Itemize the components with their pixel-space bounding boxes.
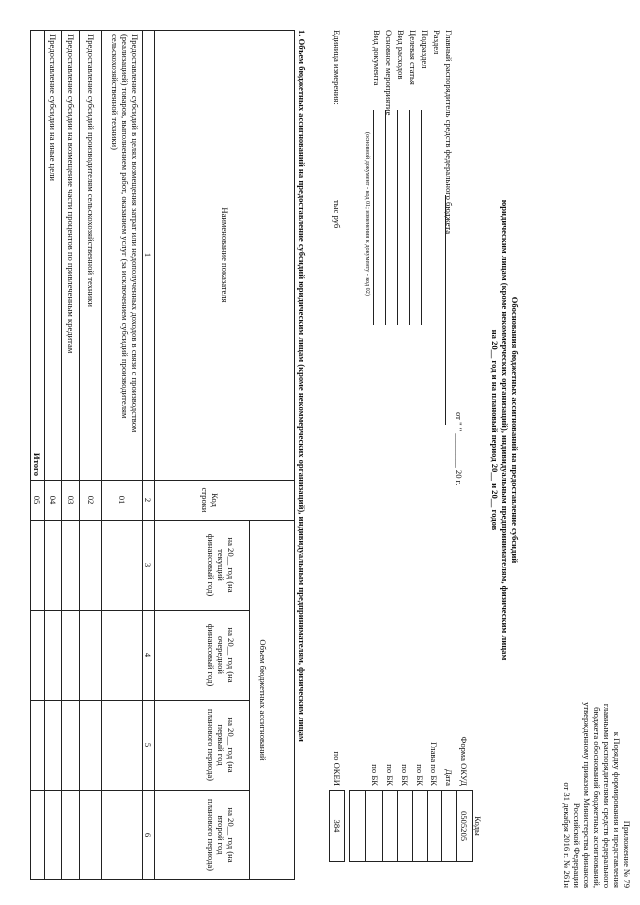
document-date: от " " ________ 20 г. [454, 412, 464, 486]
field-label-expense-type: Вид расходов [396, 30, 406, 80]
appendix-line: от 31 декабря 2016 г. № 261н [562, 782, 572, 888]
codes-label: Форма ОКУД [459, 736, 469, 786]
total-code: 05 [32, 495, 42, 505]
appendix-block [562, 600, 632, 888]
okud-code: 0505205 [459, 810, 469, 842]
codes-label: Глава по БК [429, 741, 439, 786]
col-header-period-1: на 20__ год (на текущий финансовый год) [206, 533, 236, 597]
field-underline [445, 195, 446, 425]
field-label-doc-type: Вид документа [372, 30, 382, 86]
appendix-line: главными распорядителями средств федерального [602, 703, 612, 888]
col-number: 4 [143, 652, 153, 658]
codes-box [349, 790, 473, 862]
col-number: 3 [143, 562, 153, 568]
codes-label: по БК [415, 764, 425, 786]
col-number: 2 [143, 497, 153, 503]
field-underline [421, 110, 422, 325]
appendix-line: Российской Федерации [572, 802, 582, 888]
table-row-code: 03 [66, 495, 76, 505]
table-row-code: 04 [48, 495, 58, 505]
col-header-period-4: на 20__ год (на второй год планового периода) [206, 798, 236, 872]
field-underline [385, 110, 386, 325]
okei-label: по ОКЕИ [332, 751, 342, 786]
table-row-code: 01 [117, 495, 127, 505]
col-header-group: Объем бюджетных ассигнований [258, 639, 268, 761]
col-number: 5 [143, 742, 153, 748]
field-underline [373, 110, 374, 325]
field-label-section: Раздел [432, 30, 442, 55]
appendix-line: Приложение № 79 [622, 820, 632, 888]
col-number: 1 [143, 252, 153, 258]
unit-label: Единица измерения: [332, 30, 342, 105]
appendix-line: к Порядку формирования и представления [612, 731, 622, 888]
okei-code: 384 [332, 819, 342, 833]
unit-value: тыс руб [332, 200, 342, 229]
table-row-name: Предоставление субсидий в целях возмещения затрат или недополученных доходов в связи с производством (реализацией) товаров, выполнением работ, оказанием услуг (за исключением субсидий производителям сельскохозяйственной техники) [110, 34, 140, 433]
codes-label: по БК [400, 764, 410, 786]
col-number: 6 [143, 832, 153, 838]
appendix-line: бюджета обоснований бюджетных ассигнований, [592, 707, 602, 888]
field-underline [397, 110, 398, 325]
field-label-main-event: Основное мероприятие [384, 30, 394, 116]
table-row-name: Предоставление субсидии на возмещение части процентов по привлеченным кредитам [66, 34, 76, 354]
col-header-code: Код строки [200, 487, 220, 513]
table-row-name: Предоставление субсидий производителям сельскохозяйственной техники [86, 34, 96, 307]
codes-header: Коды [473, 816, 483, 836]
field-label-target-article: Целевая статья [408, 30, 418, 85]
table-row-name: Предоставление субсидии на иные цели [48, 34, 58, 181]
field-label-main-manager: Главный распорядитель средств федерального бюджета [444, 30, 454, 235]
page-title: Обоснования бюджетных ассигнований на предоставление субсидий юридическим лицам (кроме некоммерческих организаций), индивидуальным предпринимателям, физическим лицам на 20__ год и на плановый период 20__ и 20__ годов [490, 199, 520, 661]
field-underline [409, 110, 410, 325]
appendix-line: утвержденному приказом Министерства финансов [582, 702, 592, 888]
codes-label: Дата [444, 768, 454, 786]
col-header-name: Наименование показателя [220, 207, 230, 303]
codes-label: по БК [370, 764, 380, 786]
col-header-period-3: на 20__ год (на первый год планового периода) [206, 708, 236, 782]
codes-label: по БК [385, 764, 395, 786]
table-row-code: 02 [86, 495, 96, 505]
field-label-subsection: Подраздел [420, 30, 430, 69]
doc-type-note: (основной документ - код 01; изменения к документу - код 02) [364, 132, 371, 296]
total-label: Итого [32, 452, 42, 476]
col-header-period-2: на 20__ год (на очередной финансовый год) [206, 623, 236, 687]
section-title: 1. Объем бюджетных ассигнований на предоставление субсидий юридическим лицам (кроме некоммерческих организаций), индивидуальным предпринимателям, физическим лицам [297, 30, 307, 742]
